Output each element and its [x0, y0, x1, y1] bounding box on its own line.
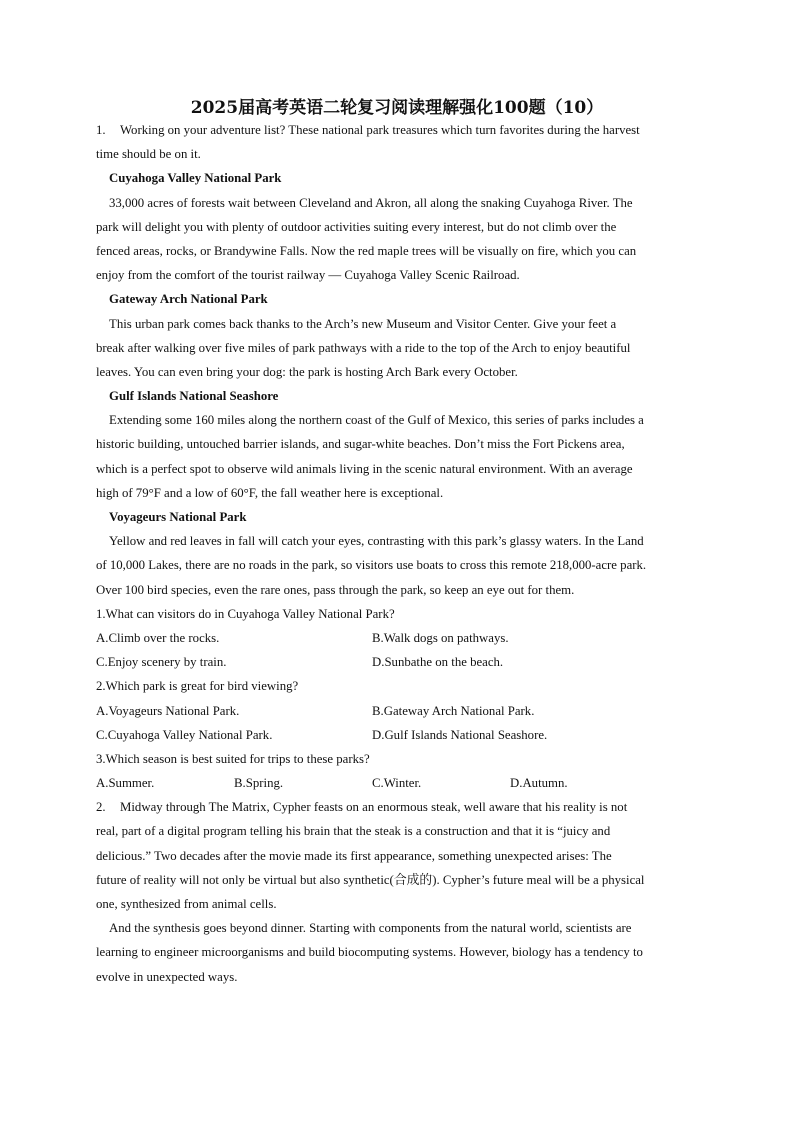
option: C.Winter.	[372, 776, 422, 791]
passage2-number: 2.	[96, 800, 106, 815]
passage1-intro-line: 1. Working on your adventure list? These national park treasures which turn favorites during the harvest	[96, 118, 702, 142]
option: B.Gateway Arch National Park.	[372, 703, 535, 718]
paragraph-line: This urban park comes back thanks to the Arch’s new Museum and Visitor Center. Give your feet a	[109, 316, 617, 331]
paragraph-line: 33,000 acres of forests wait between Cleveland and Akron, all along the snaking Cuyahoga River. The	[109, 195, 633, 210]
paragraph-line: future of reality will not only be virtual but also synthetic(合成的). Cypher’s future meal will be a physical	[96, 872, 645, 887]
paragraph-line: park will delight you with plenty of outdoor activities suiting every interest, but do not climb over the	[96, 219, 617, 234]
paragraph-line: Extending some 160 miles along the northern coast of the Gulf of Mexico, this series of parks includes a	[109, 413, 644, 428]
options-row	[96, 723, 702, 747]
option: D.Sunbathe on the beach.	[372, 655, 504, 670]
option: D.Gulf Islands National Seashore.	[372, 727, 548, 742]
options-row	[96, 699, 702, 723]
question-stem: 3.Which season is best suited for trips to these parks?	[96, 751, 370, 766]
paragraph-line: enjoy from the comfort of the tourist railway — Cuyahoga Valley Scenic Railroad.	[96, 268, 520, 283]
option: D.Autumn.	[510, 776, 568, 791]
paragraph-line: which is a perfect spot to observe wild animals living in the scenic natural environment. With an average	[96, 461, 633, 476]
options-row	[96, 771, 702, 795]
park-heading: Cuyahoga Valley National Park	[109, 171, 282, 186]
page-title: 2025届高考英语二轮复习阅读理解强化100题（10）	[190, 98, 604, 118]
paragraph-line: delicious.” Two decades after the movie made its first appearance, something unexpected arises: The	[96, 848, 612, 863]
option: A.Summer.	[96, 776, 155, 791]
option: A.Climb over the rocks.	[96, 630, 220, 645]
paragraph-line: evolve in unexpected ways.	[96, 969, 238, 984]
park-heading: Voyageurs National Park	[109, 510, 247, 524]
paragraph-line: leaves. You can even bring your dog: the park is hosting Arch Bark every October.	[96, 364, 518, 379]
paragraph-line: 2. Midway through The Matrix, Cypher feasts on an enormous steak, well aware that his reality is not	[96, 795, 702, 819]
passage1-number: 1.	[96, 123, 106, 137]
question-stem: 2.Which park is great for bird viewing?	[96, 679, 299, 694]
paragraph-line: break after walking over five miles of park pathways with a ride to the top of the Arch to enjoy beautiful	[96, 340, 631, 355]
passage1-intro-line: time should be on it.	[96, 147, 201, 162]
document-body	[96, 118, 702, 989]
park-heading: Gulf Islands National Seashore	[109, 389, 279, 404]
option: C.Enjoy scenery by train.	[96, 655, 227, 670]
options-row	[96, 626, 702, 650]
paragraph-line: high of 79°F and a low of 60°F, the fall weather here is exceptional.	[96, 485, 444, 500]
paragraph-line: of 10,000 Lakes, there are no roads in the park, so visitors use boats to cross this remote 218,000-acre park.	[96, 558, 647, 573]
paragraph-line: fenced areas, rocks, or Brandywine Falls. Now the red maple trees will be visually on fire, which you can	[96, 243, 637, 258]
option: B.Walk dogs on pathways.	[372, 630, 509, 645]
option: C.Cuyahoga Valley National Park.	[96, 727, 273, 742]
paragraph-line: Yellow and red leaves in fall will catch your eyes, contrasting with this park’s glassy waters. In the Land	[109, 534, 644, 549]
paragraph-line: learning to engineer microorganisms and build biocomputing systems. However, biology has a tendency to	[96, 945, 643, 960]
paragraph-line: one, synthesized from animal cells.	[96, 897, 277, 911]
paragraph-line: Over 100 bird species, even the rare ones, pass through the park, so keep an eye out for them.	[96, 582, 575, 597]
park-heading: Gateway Arch National Park	[109, 292, 268, 307]
option: A.Voyageurs National Park.	[96, 703, 240, 718]
paragraph-line: historic building, untouched barrier islands, and sugar-white beaches. Don’t miss the Fort Pickens area,	[96, 437, 625, 452]
paragraph-line: And the synthesis goes beyond dinner. Starting with components from the natural world, scientists are	[109, 921, 632, 936]
options-row	[96, 650, 702, 674]
option: B.Spring.	[234, 776, 284, 791]
paragraph-line: real, part of a digital program telling his brain that the steak is a construction and that it is “juicy and	[96, 824, 611, 839]
question-stem: 1.What can visitors do in Cuyahoga Valley National Park?	[96, 606, 395, 621]
